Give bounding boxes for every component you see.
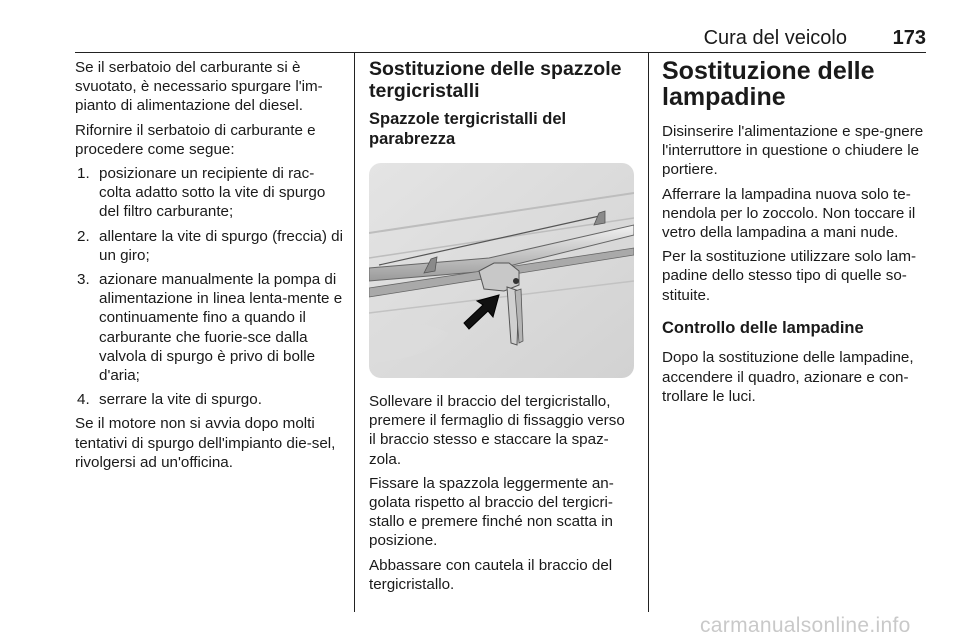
subsection-heading: Spazzole tergicristalli del parabrezza <box>369 110 567 148</box>
wiper-illustration <box>369 163 634 378</box>
subsection-heading: Controllo delle lampadine <box>662 318 864 337</box>
list-item <box>75 270 345 385</box>
column-divider-2 <box>648 52 649 612</box>
paragraph: Rifornire il serbatoio di carburante e procedere come segue: <box>75 121 316 158</box>
paragraph: Disinserire l'alimentazione e spe-gnere l'interruttore in questione o chiudere le portiere. <box>662 123 924 179</box>
wiper-arm-icon <box>369 163 634 378</box>
step-number: 4. <box>77 391 90 409</box>
header-divider <box>75 52 926 53</box>
step-text: allentare la vite di spurgo (freccia) di un giro; <box>99 227 343 264</box>
paragraph: Abbassare con cautela il braccio del tergicristallo. <box>369 556 613 593</box>
list-item <box>75 390 345 409</box>
step-number: 3. <box>77 271 90 289</box>
column-3 <box>662 58 927 411</box>
paragraph: Se il motore non si avvia dopo molti tentativi di spurgo dell'impianto die-sel, rivolgersi ad un'officina. <box>75 415 336 471</box>
column-1 <box>75 58 345 477</box>
paragraph: Se il serbatoio del carburante si è svuotato, è necessario spurgare l'im-pianto di alimentazione del diesel. <box>75 59 323 115</box>
column-divider-1 <box>354 52 355 612</box>
step-text: serrare la vite di spurgo. <box>99 391 262 409</box>
page-number: 173 <box>892 27 926 49</box>
paragraph: Afferrare la lampadina nuova solo te-nendola per lo zoccolo. Non toccare il vetro della lampadina a mani nude. <box>662 185 916 242</box>
list-item <box>75 227 345 265</box>
step-number: 1. <box>77 165 90 183</box>
section-heading: Sostituzione delle lampadine <box>662 57 875 111</box>
step-text: posizionare un recipiente di rac-colta adatto sotto la vite di spurgo del filtro carburante; <box>99 165 326 221</box>
paragraph: Sollevare il braccio del tergicristallo, premere il fermaglio di fissaggio verso il braccio stesso e staccare la spaz-zola. <box>369 393 625 468</box>
paragraph: Dopo la sostituzione delle lampadine, accendere il quadro, azionare e con-trollare le luci. <box>662 349 914 405</box>
section-heading: Sostituzione delle spazzole tergicristalli <box>369 58 622 102</box>
column-2 <box>369 58 634 599</box>
list-item <box>75 164 345 222</box>
page-header <box>75 27 926 51</box>
steps-list <box>75 164 345 409</box>
section-title: Cura del veicolo <box>703 27 847 49</box>
step-number: 2. <box>77 227 90 245</box>
step-text: azionare manualmente la pompa di alimentazione in linea lenta-mente e continuamente fino a quando il carburante che fuorie-sce dalla valvola di spurgo è privo di bolle d'aria; <box>99 271 343 385</box>
paragraph: Fissare la spazzola leggermente an-golata rispetto al braccio del tergicri-stallo e premere finché non scatta in posizione. <box>369 474 614 550</box>
paragraph: Per la sostituzione utilizzare solo lam-padine dello stesso tipo di quelle so-stituite. <box>662 248 917 304</box>
watermark: carmanualsonline.info <box>700 614 911 637</box>
